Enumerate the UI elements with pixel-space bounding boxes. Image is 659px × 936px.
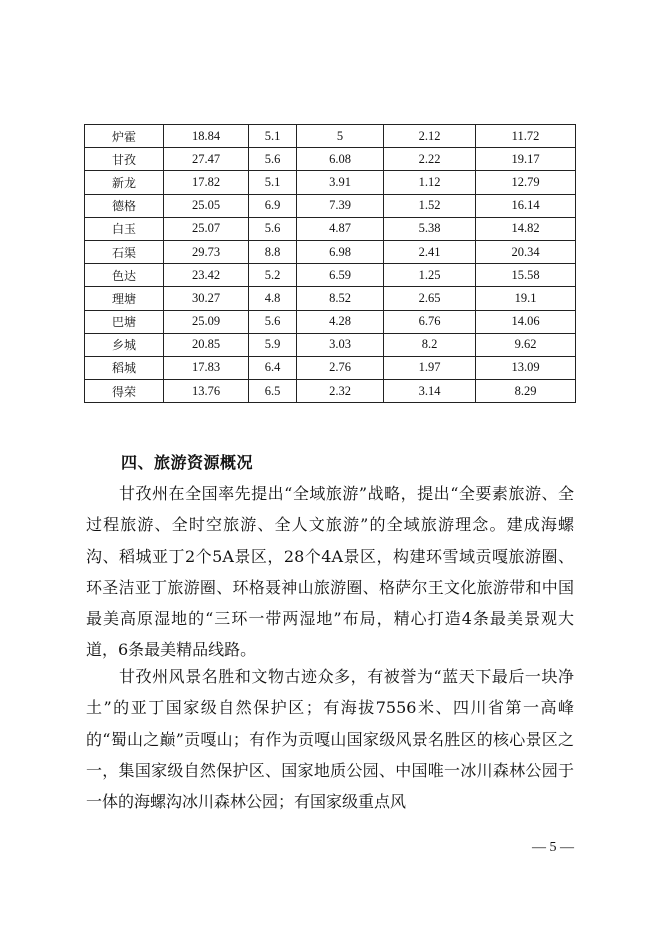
table-row: [85, 287, 576, 310]
table-cell: 6.76: [384, 310, 476, 333]
county-name-cell: 色达: [85, 264, 164, 287]
table-cell: 17.82: [164, 171, 249, 194]
table-row: [85, 356, 576, 379]
table-cell: 2.76: [297, 356, 384, 379]
table-cell: 27.47: [164, 148, 249, 171]
table-cell: 9.62: [476, 333, 576, 356]
table-cell: 1.12: [384, 171, 476, 194]
table-body: [85, 125, 576, 403]
table-cell: 1.52: [384, 194, 476, 217]
table-cell: 6.59: [297, 264, 384, 287]
table-cell: 17.83: [164, 356, 249, 379]
table-cell: 3.14: [384, 380, 476, 403]
section-heading: 四、旅游资源概况: [121, 453, 254, 472]
county-name-cell: 新龙: [85, 171, 164, 194]
table-row: [85, 217, 576, 240]
table-row: [85, 148, 576, 171]
table-row: [85, 171, 576, 194]
table-cell: 5.6: [249, 217, 297, 240]
table-row: [85, 125, 576, 148]
county-name-cell: 理塘: [85, 287, 164, 310]
table-cell: 5.1: [249, 125, 297, 148]
table-row: [85, 264, 576, 287]
table-cell: 3.91: [297, 171, 384, 194]
table-cell: 13.76: [164, 380, 249, 403]
table-cell: 19.17: [476, 148, 576, 171]
table-cell: 7.39: [297, 194, 384, 217]
table-cell: 5.9: [249, 333, 297, 356]
table-cell: 5.6: [249, 310, 297, 333]
county-name-cell: 乡城: [85, 333, 164, 356]
table-cell: 30.27: [164, 287, 249, 310]
data-table: [84, 124, 576, 403]
county-name-cell: 甘孜: [85, 148, 164, 171]
table-cell: 6.08: [297, 148, 384, 171]
table-cell: 3.03: [297, 333, 384, 356]
table-row: [85, 240, 576, 263]
table-row: [85, 333, 576, 356]
table-cell: 8.52: [297, 287, 384, 310]
table-cell: 5: [297, 125, 384, 148]
table-cell: 23.42: [164, 264, 249, 287]
table-cell: 4.87: [297, 217, 384, 240]
table-cell: 8.2: [384, 333, 476, 356]
county-name-cell: 稻城: [85, 356, 164, 379]
table-cell: 6.98: [297, 240, 384, 263]
table-row: [85, 194, 576, 217]
table-cell: 8.8: [249, 240, 297, 263]
table-cell: 13.09: [476, 356, 576, 379]
table-cell: 19.1: [476, 287, 576, 310]
table-cell: 18.84: [164, 125, 249, 148]
data-table-container: [84, 124, 575, 403]
table-cell: 2.12: [384, 125, 476, 148]
table-cell: 2.32: [297, 380, 384, 403]
county-name-cell: 得荣: [85, 380, 164, 403]
table-cell: 11.72: [476, 125, 576, 148]
table-cell: 2.22: [384, 148, 476, 171]
paragraph-1: 甘孜州在全国率先提出“全域旅游”战略，提出“全要素旅游、全过程旅游、全时空旅游、全人文旅游”的全域旅游理念。建成海螺沟、稻城亚丁2个5A景区，28个4A景区，构建环雪域贡嘎旅游圈、环圣洁亚丁旅游圈、环格聂神山旅游圈、格萨尔王文化旅游带和中国最美高原湿地的“三环一带两湿地”布局，精心打造4条最美景观大道，6条最美精品线路。: [86, 484, 574, 660]
table-cell: 20.34: [476, 240, 576, 263]
table-cell: 2.41: [384, 240, 476, 263]
county-name-cell: 巴塘: [85, 310, 164, 333]
table-cell: 25.09: [164, 310, 249, 333]
page-number: — 5 —: [532, 840, 574, 855]
county-name-cell: 德格: [85, 194, 164, 217]
table-cell: 25.07: [164, 217, 249, 240]
table-row: [85, 310, 576, 333]
table-cell: 29.73: [164, 240, 249, 263]
table-cell: 14.06: [476, 310, 576, 333]
table-cell: 1.25: [384, 264, 476, 287]
table-cell: 8.29: [476, 380, 576, 403]
table-cell: 5.38: [384, 217, 476, 240]
table-cell: 6.4: [249, 356, 297, 379]
county-name-cell: 白玉: [85, 217, 164, 240]
table-cell: 25.05: [164, 194, 249, 217]
table-cell: 16.14: [476, 194, 576, 217]
table-cell: 6.9: [249, 194, 297, 217]
table-cell: 15.58: [476, 264, 576, 287]
table-cell: 2.65: [384, 287, 476, 310]
paragraph-2: 甘孜州风景名胜和文物古迹众多，有被誉为“蓝天下最后一块净土”的亚丁国家级自然保护区；有海拔7556米、四川省第一高峰的“蜀山之巅”贡嘎山；有作为贡嘎山国家级风景名胜区的核心景区之一，集国家级自然保护区、国家地质公园、中国唯一冰川森林公园于一体的海螺沟冰川森林公园；有国家级重点风: [86, 667, 574, 812]
table-cell: 5.2: [249, 264, 297, 287]
table-cell: 5.1: [249, 171, 297, 194]
table-row: [85, 380, 576, 403]
table-cell: 14.82: [476, 217, 576, 240]
table-cell: 12.79: [476, 171, 576, 194]
table-cell: 6.5: [249, 380, 297, 403]
table-cell: 1.97: [384, 356, 476, 379]
county-name-cell: 炉霍: [85, 125, 164, 148]
table-cell: 20.85: [164, 333, 249, 356]
county-name-cell: 石渠: [85, 240, 164, 263]
table-cell: 5.6: [249, 148, 297, 171]
table-cell: 4.8: [249, 287, 297, 310]
table-cell: 4.28: [297, 310, 384, 333]
